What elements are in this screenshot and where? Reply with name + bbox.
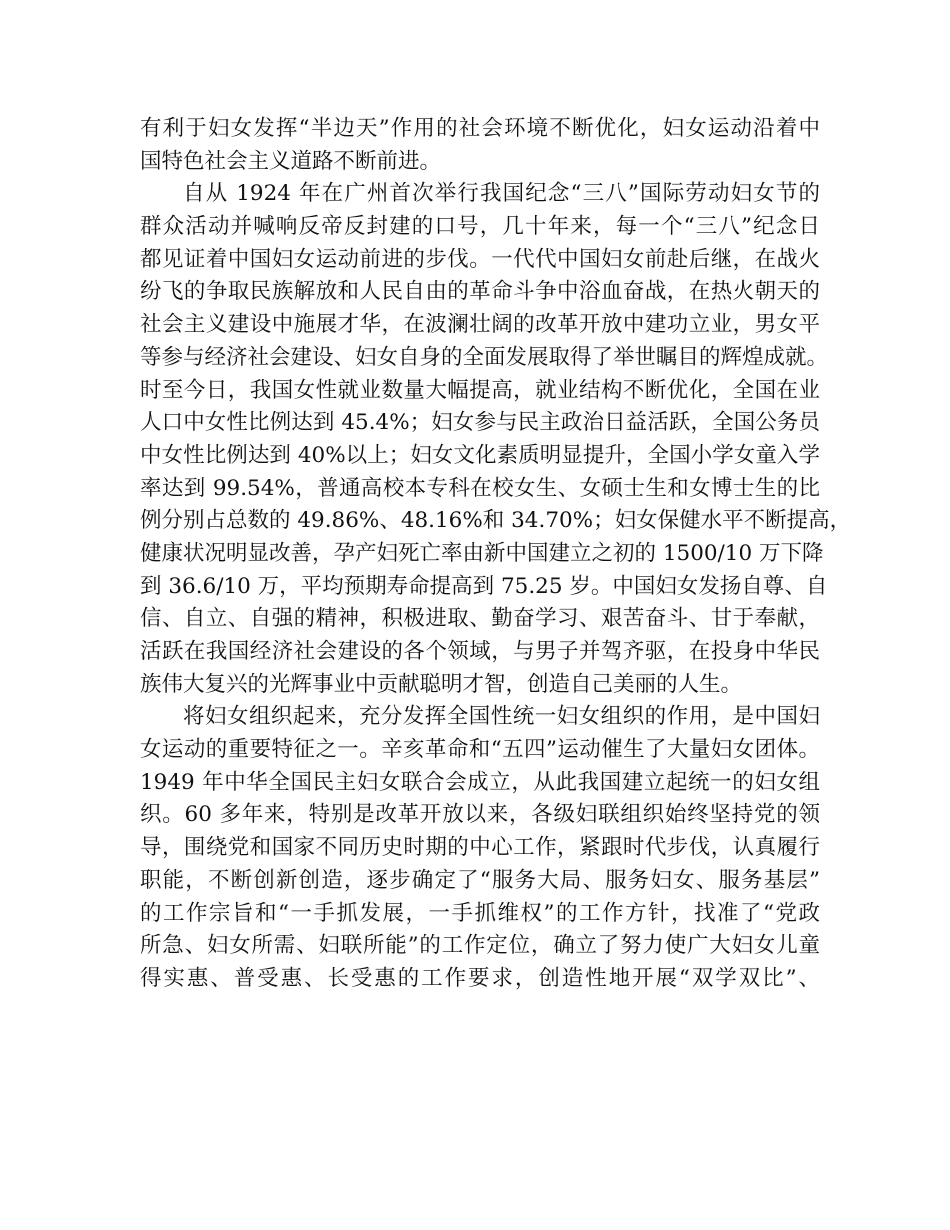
text-line: 例分别占总数的 49.86%、48.16%和 34.70%；妇女保健水平不断提高， [140,508,852,534]
text-line: 率达到 99.54%，普通高校本专科在校女生、女硕士生和女博士生的比 [140,475,820,501]
text-line: 将妇女组织起来，充分发挥全国性统一妇女组织的作用，是中国妇 [183,704,820,730]
text-line: 职能，不断创新创造，逐步确定了“服务大局、服务妇女、服务基层” [140,867,820,893]
paragraph [140,178,852,701]
text-line: 中女性比例达到 40%以上；妇女文化素质明显提升，全国小学女童入学 [140,442,820,468]
text-line: 导，围绕党和国家不同历史时期的中心工作，紧跟时代步伐，认真履行 [140,835,820,861]
text-line: 族伟大复兴的光辉事业中贡献聪明才智，创造自己美丽的人生。 [140,671,743,697]
text-line: 都见证着中国妇女运动前进的步伐。一代代中国妇女前赴后继，在战火 [140,246,820,272]
text-line: 所急、妇女所需、妇联所能”的工作定位，确立了努力使广大妇女儿童 [140,933,820,959]
text-line: 健康状况明显改善，孕产妇死亡率由新中国建立之初的 1500/10 万下降 [140,540,824,566]
paragraph [140,701,820,995]
text-line: 群众活动并喊响反帝反封建的口号，几十年来，每一个“三八”纪念日 [140,214,820,240]
text-line: 女运动的重要特征之一。辛亥革命和“五四”运动催生了大量妇女团体。 [140,737,820,763]
text-line: 社会主义建设中施展才华，在波澜壮阔的改革开放中建功立业，男女平 [140,312,820,338]
document-body [140,113,852,996]
text-line: 信、自立、自强的精神，积极进取、勤奋学习、艰苦奋斗、甘于奉献， [140,606,820,632]
text-line: 有利于妇女发挥“半边天”作用的社会环境不断优化，妇女运动沿着中 [140,116,820,141]
text-line: 的工作宗旨和“一手抓发展，一手抓维权”的工作方针，找准了“党政 [140,900,820,926]
text-line: 等参与经济社会建设、妇女自身的全面发展取得了举世瞩目的辉煌成就。 [140,344,829,370]
text-line: 国特色社会主义道路不断前进。 [140,148,442,174]
text-line: 活跃在我国经济社会建设的各个领域，与男子并驾齐驱，在投身中华民 [140,639,820,664]
text-line: 到 36.6/10 万，平均预期寿命提高到 75.25 岁。中国妇女发扬自尊、自 [140,573,828,599]
text-line: 人口中女性比例达到 45.4%；妇女参与民主政治日益活跃，全国公务员 [140,410,820,436]
text-line: 自从 1924 年在广州首次举行我国纪念“三八”国际劳动妇女节的 [183,181,820,207]
text-line: 织。60 多年来，特别是改革开放以来，各级妇联组织始终坚持党的领 [140,802,820,828]
text-line: 时至今日，我国女性就业数量大幅提高，就业结构不断优化，全国在业 [140,377,820,403]
text-line: 1949 年中华全国民主妇女联合会成立，从此我国建立起统一的妇女组 [140,769,820,795]
text-line: 纷飞的争取民族解放和人民自由的革命斗争中浴血奋战，在热火朝天的 [140,279,820,305]
paragraph [140,113,820,178]
text-line: 得实惠、普受惠、长受惠的工作要求，创造性地开展“双学双比”、 [140,965,820,991]
